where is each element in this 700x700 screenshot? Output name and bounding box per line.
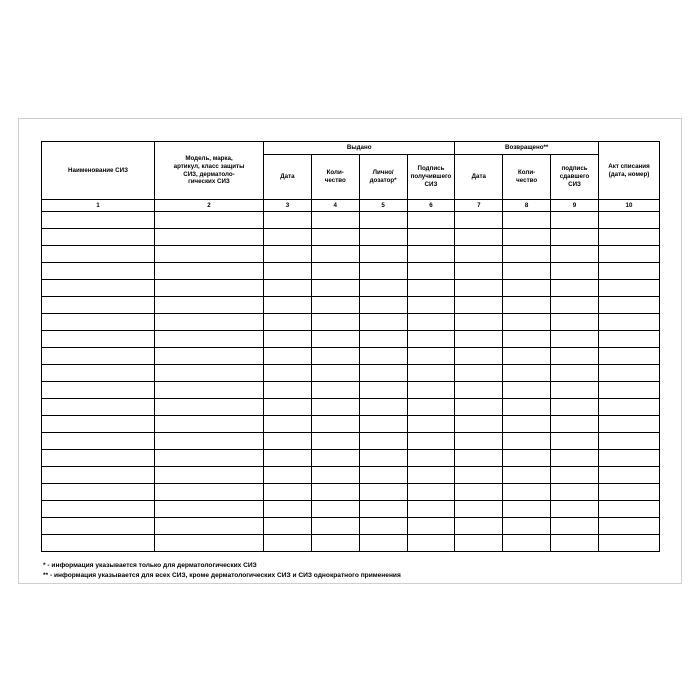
column-header-returned-signature bbox=[551, 155, 599, 200]
table-cell-model[interactable] bbox=[155, 518, 264, 535]
table-cell-issued_date[interactable] bbox=[264, 331, 312, 348]
table-cell-issued_signature[interactable] bbox=[407, 314, 455, 331]
table-cell-writeoff_act[interactable] bbox=[599, 518, 660, 535]
group-header-returned: Возвращено** bbox=[455, 142, 599, 155]
table-cell-returned_date[interactable] bbox=[455, 365, 503, 382]
column-number-10: 10 bbox=[599, 200, 660, 212]
table-cell-issued_date[interactable] bbox=[264, 467, 312, 484]
table-cell-returned_signature[interactable] bbox=[551, 467, 599, 484]
table-cell-writeoff_act[interactable] bbox=[599, 246, 660, 263]
table-cell-returned_qty[interactable] bbox=[503, 229, 551, 246]
table-cell-model[interactable] bbox=[155, 450, 264, 467]
table-cell-issued_signature[interactable] bbox=[407, 297, 455, 314]
table-cell-issued_signature[interactable] bbox=[407, 433, 455, 450]
column-header-name-line-1: Наименование СИЗ bbox=[68, 166, 128, 174]
table-cell-name[interactable] bbox=[42, 246, 155, 263]
table-cell-returned_signature[interactable] bbox=[551, 399, 599, 416]
table-cell-name[interactable] bbox=[42, 365, 155, 382]
table-cell-writeoff_act[interactable] bbox=[599, 416, 660, 433]
table-cell-issued_date[interactable] bbox=[264, 484, 312, 501]
table-cell-returned_date[interactable] bbox=[455, 450, 503, 467]
table-cell-returned_date[interactable] bbox=[455, 467, 503, 484]
table-cell-returned_qty[interactable] bbox=[503, 467, 551, 484]
column-header-model bbox=[155, 142, 264, 200]
table-cell-returned_qty[interactable] bbox=[503, 535, 551, 552]
table-cell-issued_qty[interactable] bbox=[311, 501, 359, 518]
table-row[interactable] bbox=[42, 382, 660, 399]
table-cell-name[interactable] bbox=[42, 314, 155, 331]
table-cell-issued_personal[interactable] bbox=[359, 450, 407, 467]
table-cell-issued_personal[interactable] bbox=[359, 365, 407, 382]
table-cell-returned_signature[interactable] bbox=[551, 501, 599, 518]
column-number-2: 2 bbox=[155, 200, 264, 212]
table-cell-returned_qty[interactable] bbox=[503, 450, 551, 467]
table-cell-issued_qty[interactable] bbox=[311, 297, 359, 314]
column-header-issued-signature bbox=[407, 155, 455, 200]
table-header bbox=[42, 142, 660, 200]
table-cell-issued_date[interactable] bbox=[264, 280, 312, 297]
table-row[interactable] bbox=[42, 518, 660, 535]
table-cell-writeoff_act[interactable] bbox=[599, 501, 660, 518]
table-cell-issued_qty[interactable] bbox=[311, 263, 359, 280]
table-cell-issued_date[interactable] bbox=[264, 450, 312, 467]
table-cell-returned_signature[interactable] bbox=[551, 450, 599, 467]
column-header-issued-qty-line-2: чество bbox=[324, 177, 346, 184]
table-cell-returned_qty[interactable] bbox=[503, 297, 551, 314]
column-number-row bbox=[42, 200, 660, 212]
table-cell-name[interactable] bbox=[42, 263, 155, 280]
table-cell-issued_personal[interactable] bbox=[359, 263, 407, 280]
column-header-returned-signature-line-2: сдавшего bbox=[559, 173, 590, 181]
table-cell-returned_signature[interactable] bbox=[551, 297, 599, 314]
table-cell-issued_personal[interactable] bbox=[359, 399, 407, 416]
table-cell-issued_date[interactable] bbox=[264, 348, 312, 365]
table-cell-issued_signature[interactable] bbox=[407, 212, 455, 229]
table-row[interactable] bbox=[42, 433, 660, 450]
column-number-1: 1 bbox=[42, 200, 155, 212]
table-cell-writeoff_act[interactable] bbox=[599, 365, 660, 382]
table-cell-issued_date[interactable] bbox=[264, 297, 312, 314]
table-cell-writeoff_act[interactable] bbox=[599, 348, 660, 365]
table-cell-issued_signature[interactable] bbox=[407, 416, 455, 433]
table-cell-name[interactable] bbox=[42, 399, 155, 416]
table-cell-returned_signature[interactable] bbox=[551, 484, 599, 501]
table-cell-issued_qty[interactable] bbox=[311, 314, 359, 331]
table-cell-model[interactable] bbox=[155, 399, 264, 416]
table-cell-writeoff_act[interactable] bbox=[599, 382, 660, 399]
column-header-writeoff-act-line-1: Акт списания bbox=[608, 162, 650, 170]
table-cell-issued_personal[interactable] bbox=[359, 501, 407, 518]
table-cell-name[interactable] bbox=[42, 229, 155, 246]
table-cell-issued_date[interactable] bbox=[264, 399, 312, 416]
table-cell-name[interactable] bbox=[42, 297, 155, 314]
table-cell-issued_qty[interactable] bbox=[311, 280, 359, 297]
table-cell-issued_personal[interactable] bbox=[359, 535, 407, 552]
table-cell-name[interactable] bbox=[42, 212, 155, 229]
table-cell-returned_date[interactable] bbox=[455, 229, 503, 246]
table-cell-returned_qty[interactable] bbox=[503, 433, 551, 450]
column-header-model-line-4: гических СИЗ bbox=[188, 178, 230, 186]
table-cell-model[interactable] bbox=[155, 314, 264, 331]
table-cell-issued_qty[interactable] bbox=[311, 399, 359, 416]
table-row[interactable] bbox=[42, 484, 660, 501]
table-cell-issued_signature[interactable] bbox=[407, 263, 455, 280]
table-cell-issued_date[interactable] bbox=[264, 246, 312, 263]
table-cell-writeoff_act[interactable] bbox=[599, 212, 660, 229]
column-header-returned-qty bbox=[503, 155, 551, 200]
column-header-returned-date-line-1: Дата bbox=[471, 173, 486, 181]
table-cell-issued_personal[interactable] bbox=[359, 229, 407, 246]
column-header-issued-signature-line-1: Подпись bbox=[417, 165, 445, 173]
table-cell-returned_signature[interactable] bbox=[551, 280, 599, 297]
table-row[interactable] bbox=[42, 229, 660, 246]
table-cell-model[interactable] bbox=[155, 365, 264, 382]
table-cell-returned_signature[interactable] bbox=[551, 229, 599, 246]
table-cell-model[interactable] bbox=[155, 297, 264, 314]
table-cell-name[interactable] bbox=[42, 501, 155, 518]
table-cell-issued_personal[interactable] bbox=[359, 314, 407, 331]
column-header-model-line-1: Модель, марка, bbox=[185, 154, 233, 162]
group-header-issued: Выдано bbox=[264, 142, 455, 155]
table-cell-issued_personal[interactable] bbox=[359, 433, 407, 450]
table-cell-issued_date[interactable] bbox=[264, 382, 312, 399]
table-cell-issued_qty[interactable] bbox=[311, 467, 359, 484]
table-cell-issued_date[interactable] bbox=[264, 263, 312, 280]
table-cell-model[interactable] bbox=[155, 263, 264, 280]
table-cell-writeoff_act[interactable] bbox=[599, 229, 660, 246]
table-cell-returned_date[interactable] bbox=[455, 314, 503, 331]
column-header-writeoff-act bbox=[599, 142, 660, 200]
table-cell-returned_signature[interactable] bbox=[551, 416, 599, 433]
column-number-9: 9 bbox=[551, 200, 599, 212]
table-cell-issued_personal[interactable] bbox=[359, 467, 407, 484]
table-cell-returned_date[interactable] bbox=[455, 297, 503, 314]
table-cell-writeoff_act[interactable] bbox=[599, 263, 660, 280]
table-cell-issued_signature[interactable] bbox=[407, 246, 455, 263]
table-cell-returned_date[interactable] bbox=[455, 382, 503, 399]
table-cell-issued_qty[interactable] bbox=[311, 348, 359, 365]
table-cell-issued_signature[interactable] bbox=[407, 331, 455, 348]
column-header-model-line-3: СИЗ, дерматоло- bbox=[183, 170, 235, 178]
table-cell-returned_qty[interactable] bbox=[503, 365, 551, 382]
table-cell-issued_qty[interactable] bbox=[311, 382, 359, 399]
table-row[interactable] bbox=[42, 348, 660, 365]
table-cell-name[interactable] bbox=[42, 348, 155, 365]
table-cell-name[interactable] bbox=[42, 467, 155, 484]
table-cell-returned_date[interactable] bbox=[455, 518, 503, 535]
table-cell-issued_date[interactable] bbox=[264, 535, 312, 552]
table-cell-issued_qty[interactable] bbox=[311, 484, 359, 501]
table-cell-name[interactable] bbox=[42, 484, 155, 501]
table-cell-issued_qty[interactable] bbox=[311, 450, 359, 467]
table-cell-returned_signature[interactable] bbox=[551, 382, 599, 399]
column-header-issued-qty bbox=[311, 155, 359, 200]
table-cell-issued_date[interactable] bbox=[264, 212, 312, 229]
table-cell-issued_date[interactable] bbox=[264, 433, 312, 450]
column-header-issued-personal bbox=[359, 155, 407, 200]
column-header-writeoff-act-line-2: (дата, номер) bbox=[608, 170, 650, 178]
table-cell-name[interactable] bbox=[42, 416, 155, 433]
table-cell-writeoff_act[interactable] bbox=[599, 433, 660, 450]
table-cell-returned_qty[interactable] bbox=[503, 484, 551, 501]
table-row[interactable] bbox=[42, 501, 660, 518]
table-cell-writeoff_act[interactable] bbox=[599, 314, 660, 331]
table-cell-issued_qty[interactable] bbox=[311, 246, 359, 263]
table-cell-returned_signature[interactable] bbox=[551, 331, 599, 348]
table-cell-name[interactable] bbox=[42, 433, 155, 450]
table-cell-issued_personal[interactable] bbox=[359, 484, 407, 501]
table-cell-issued_date[interactable] bbox=[264, 365, 312, 382]
table-cell-returned_qty[interactable] bbox=[503, 382, 551, 399]
table-cell-issued_personal[interactable] bbox=[359, 416, 407, 433]
table-cell-issued_signature[interactable] bbox=[407, 382, 455, 399]
table-cell-model[interactable] bbox=[155, 433, 264, 450]
table-cell-returned_date[interactable] bbox=[455, 348, 503, 365]
column-header-returned-signature-line-3: СИЗ bbox=[568, 180, 581, 188]
table-cell-model[interactable] bbox=[155, 331, 264, 348]
table-row[interactable] bbox=[42, 263, 660, 280]
table-cell-writeoff_act[interactable] bbox=[599, 280, 660, 297]
table-cell-issued_qty[interactable] bbox=[311, 535, 359, 552]
table-cell-writeoff_act[interactable] bbox=[599, 467, 660, 484]
table-cell-returned_date[interactable] bbox=[455, 416, 503, 433]
column-header-issued-qty-line-1: Коли- bbox=[326, 169, 344, 177]
table-row[interactable] bbox=[42, 331, 660, 348]
form-sheet bbox=[18, 118, 682, 584]
table-cell-issued_personal[interactable] bbox=[359, 382, 407, 399]
table-cell-returned_date[interactable] bbox=[455, 433, 503, 450]
table-cell-model[interactable] bbox=[155, 212, 264, 229]
table-cell-writeoff_act[interactable] bbox=[599, 484, 660, 501]
column-number-3: 3 bbox=[264, 200, 312, 212]
table-cell-returned_qty[interactable] bbox=[503, 399, 551, 416]
table-cell-issued_qty[interactable] bbox=[311, 518, 359, 535]
table-cell-model[interactable] bbox=[155, 348, 264, 365]
table-cell-returned_signature[interactable] bbox=[551, 314, 599, 331]
table-cell-returned_qty[interactable] bbox=[503, 501, 551, 518]
table-cell-name[interactable] bbox=[42, 382, 155, 399]
table-cell-returned_signature[interactable] bbox=[551, 433, 599, 450]
table-cell-model[interactable] bbox=[155, 484, 264, 501]
table-cell-name[interactable] bbox=[42, 518, 155, 535]
table-row[interactable] bbox=[42, 399, 660, 416]
table-cell-returned_signature[interactable] bbox=[551, 263, 599, 280]
column-header-issued-date bbox=[264, 155, 312, 200]
table-cell-issued_qty[interactable] bbox=[311, 212, 359, 229]
table-cell-issued_signature[interactable] bbox=[407, 467, 455, 484]
table-cell-name[interactable] bbox=[42, 280, 155, 297]
table-cell-writeoff_act[interactable] bbox=[599, 399, 660, 416]
table-cell-model[interactable] bbox=[155, 416, 264, 433]
table-cell-name[interactable] bbox=[42, 450, 155, 467]
table-cell-model[interactable] bbox=[155, 229, 264, 246]
column-number-5: 5 bbox=[359, 200, 407, 212]
table-cell-issued_date[interactable] bbox=[264, 314, 312, 331]
table-cell-issued_qty[interactable] bbox=[311, 365, 359, 382]
table-cell-issued_signature[interactable] bbox=[407, 535, 455, 552]
footnotes bbox=[43, 561, 659, 581]
table-row[interactable] bbox=[42, 297, 660, 314]
table-cell-issued_personal[interactable] bbox=[359, 297, 407, 314]
table-cell-issued_personal[interactable] bbox=[359, 348, 407, 365]
table-cell-issued_signature[interactable] bbox=[407, 501, 455, 518]
table-cell-issued_personal[interactable] bbox=[359, 518, 407, 535]
column-number-4: 4 bbox=[311, 200, 359, 212]
table-cell-name[interactable] bbox=[42, 535, 155, 552]
table-cell-model[interactable] bbox=[155, 501, 264, 518]
table-cell-issued_qty[interactable] bbox=[311, 433, 359, 450]
table-cell-returned_signature[interactable] bbox=[551, 535, 599, 552]
table-cell-returned_signature[interactable] bbox=[551, 246, 599, 263]
table-cell-issued_qty[interactable] bbox=[311, 229, 359, 246]
table-cell-model[interactable] bbox=[155, 535, 264, 552]
table-body bbox=[42, 200, 660, 552]
table-row[interactable] bbox=[42, 280, 660, 297]
table-cell-writeoff_act[interactable] bbox=[599, 297, 660, 314]
table-cell-returned_date[interactable] bbox=[455, 399, 503, 416]
table-cell-returned_date[interactable] bbox=[455, 535, 503, 552]
column-number-6: 6 bbox=[407, 200, 455, 212]
column-header-issued-personal-line-1: Лично/ bbox=[372, 169, 394, 177]
table-cell-issued_signature[interactable] bbox=[407, 450, 455, 467]
ppe-issue-table bbox=[41, 141, 660, 552]
table-cell-returned_signature[interactable] bbox=[551, 212, 599, 229]
table-cell-model[interactable] bbox=[155, 467, 264, 484]
column-header-issued-signature-line-3: СИЗ bbox=[424, 180, 438, 188]
table-row[interactable] bbox=[42, 450, 660, 467]
table-cell-issued_signature[interactable] bbox=[407, 280, 455, 297]
table-cell-writeoff_act[interactable] bbox=[599, 331, 660, 348]
table-cell-issued_signature[interactable] bbox=[407, 348, 455, 365]
column-number-7: 7 bbox=[455, 200, 503, 212]
column-header-issued-personal-line-2: дозатор* bbox=[369, 177, 397, 184]
table-cell-issued_qty[interactable] bbox=[311, 331, 359, 348]
table-cell-returned_qty[interactable] bbox=[503, 212, 551, 229]
column-number-8: 8 bbox=[503, 200, 551, 212]
table-row[interactable] bbox=[42, 416, 660, 433]
table-cell-writeoff_act[interactable] bbox=[599, 535, 660, 552]
table-cell-name[interactable] bbox=[42, 331, 155, 348]
table-cell-model[interactable] bbox=[155, 382, 264, 399]
table-cell-returned_qty[interactable] bbox=[503, 263, 551, 280]
table-cell-issued_signature[interactable] bbox=[407, 399, 455, 416]
table-cell-issued_signature[interactable] bbox=[407, 229, 455, 246]
table-cell-model[interactable] bbox=[155, 280, 264, 297]
table-row[interactable] bbox=[42, 212, 660, 229]
table-cell-returned_qty[interactable] bbox=[503, 416, 551, 433]
column-header-returned-date bbox=[455, 155, 503, 200]
table-cell-issued_date[interactable] bbox=[264, 501, 312, 518]
table-cell-returned_date[interactable] bbox=[455, 280, 503, 297]
table-cell-returned_signature[interactable] bbox=[551, 518, 599, 535]
header-group-row bbox=[42, 142, 660, 155]
table-cell-returned_date[interactable] bbox=[455, 501, 503, 518]
table-cell-issued_date[interactable] bbox=[264, 518, 312, 535]
table-cell-returned_date[interactable] bbox=[455, 484, 503, 501]
column-header-returned-signature-line-1: подпись bbox=[561, 165, 588, 173]
table-cell-returned_date[interactable] bbox=[455, 331, 503, 348]
table-cell-returned_qty[interactable] bbox=[503, 348, 551, 365]
table-row[interactable] bbox=[42, 246, 660, 263]
table-cell-issued_signature[interactable] bbox=[407, 484, 455, 501]
column-header-returned-qty-line-2: чество bbox=[516, 177, 538, 184]
table-cell-returned_signature[interactable] bbox=[551, 365, 599, 382]
column-header-issued-signature-line-2: получившего bbox=[410, 173, 452, 181]
table-cell-returned_date[interactable] bbox=[455, 263, 503, 280]
footnote-1: * - информация указывается только для дерматологических СИЗ bbox=[43, 562, 257, 569]
table-cell-issued_signature[interactable] bbox=[407, 365, 455, 382]
table-cell-issued_signature[interactable] bbox=[407, 518, 455, 535]
table-cell-issued_personal[interactable] bbox=[359, 280, 407, 297]
table-row[interactable] bbox=[42, 467, 660, 484]
table-cell-issued_personal[interactable] bbox=[359, 246, 407, 263]
column-header-issued-date-line-1: Дата bbox=[280, 173, 295, 181]
table-row[interactable] bbox=[42, 314, 660, 331]
table-cell-issued_personal[interactable] bbox=[359, 331, 407, 348]
table-cell-returned_qty[interactable] bbox=[503, 280, 551, 297]
table-cell-issued_qty[interactable] bbox=[311, 416, 359, 433]
table-cell-returned_date[interactable] bbox=[455, 246, 503, 263]
column-header-returned-qty-line-1: Коли- bbox=[518, 169, 536, 177]
table-cell-returned_qty[interactable] bbox=[503, 246, 551, 263]
table-cell-returned_signature[interactable] bbox=[551, 348, 599, 365]
table-cell-issued_personal[interactable] bbox=[359, 212, 407, 229]
table-cell-model[interactable] bbox=[155, 246, 264, 263]
table-row[interactable] bbox=[42, 535, 660, 552]
table-cell-returned_qty[interactable] bbox=[503, 331, 551, 348]
table-cell-returned_date[interactable] bbox=[455, 212, 503, 229]
table-cell-issued_date[interactable] bbox=[264, 416, 312, 433]
table-cell-returned_qty[interactable] bbox=[503, 314, 551, 331]
column-header-model-line-2: артикул, класс защиты bbox=[173, 162, 245, 170]
table-cell-writeoff_act[interactable] bbox=[599, 450, 660, 467]
footnote-2: ** - информация указывается для всех СИЗ, кроме дерматологических СИЗ и СИЗ однократного применения bbox=[43, 571, 401, 579]
table-cell-issued_date[interactable] bbox=[264, 229, 312, 246]
table-cell-returned_qty[interactable] bbox=[503, 518, 551, 535]
column-header-name bbox=[42, 142, 155, 200]
table-row[interactable] bbox=[42, 365, 660, 382]
